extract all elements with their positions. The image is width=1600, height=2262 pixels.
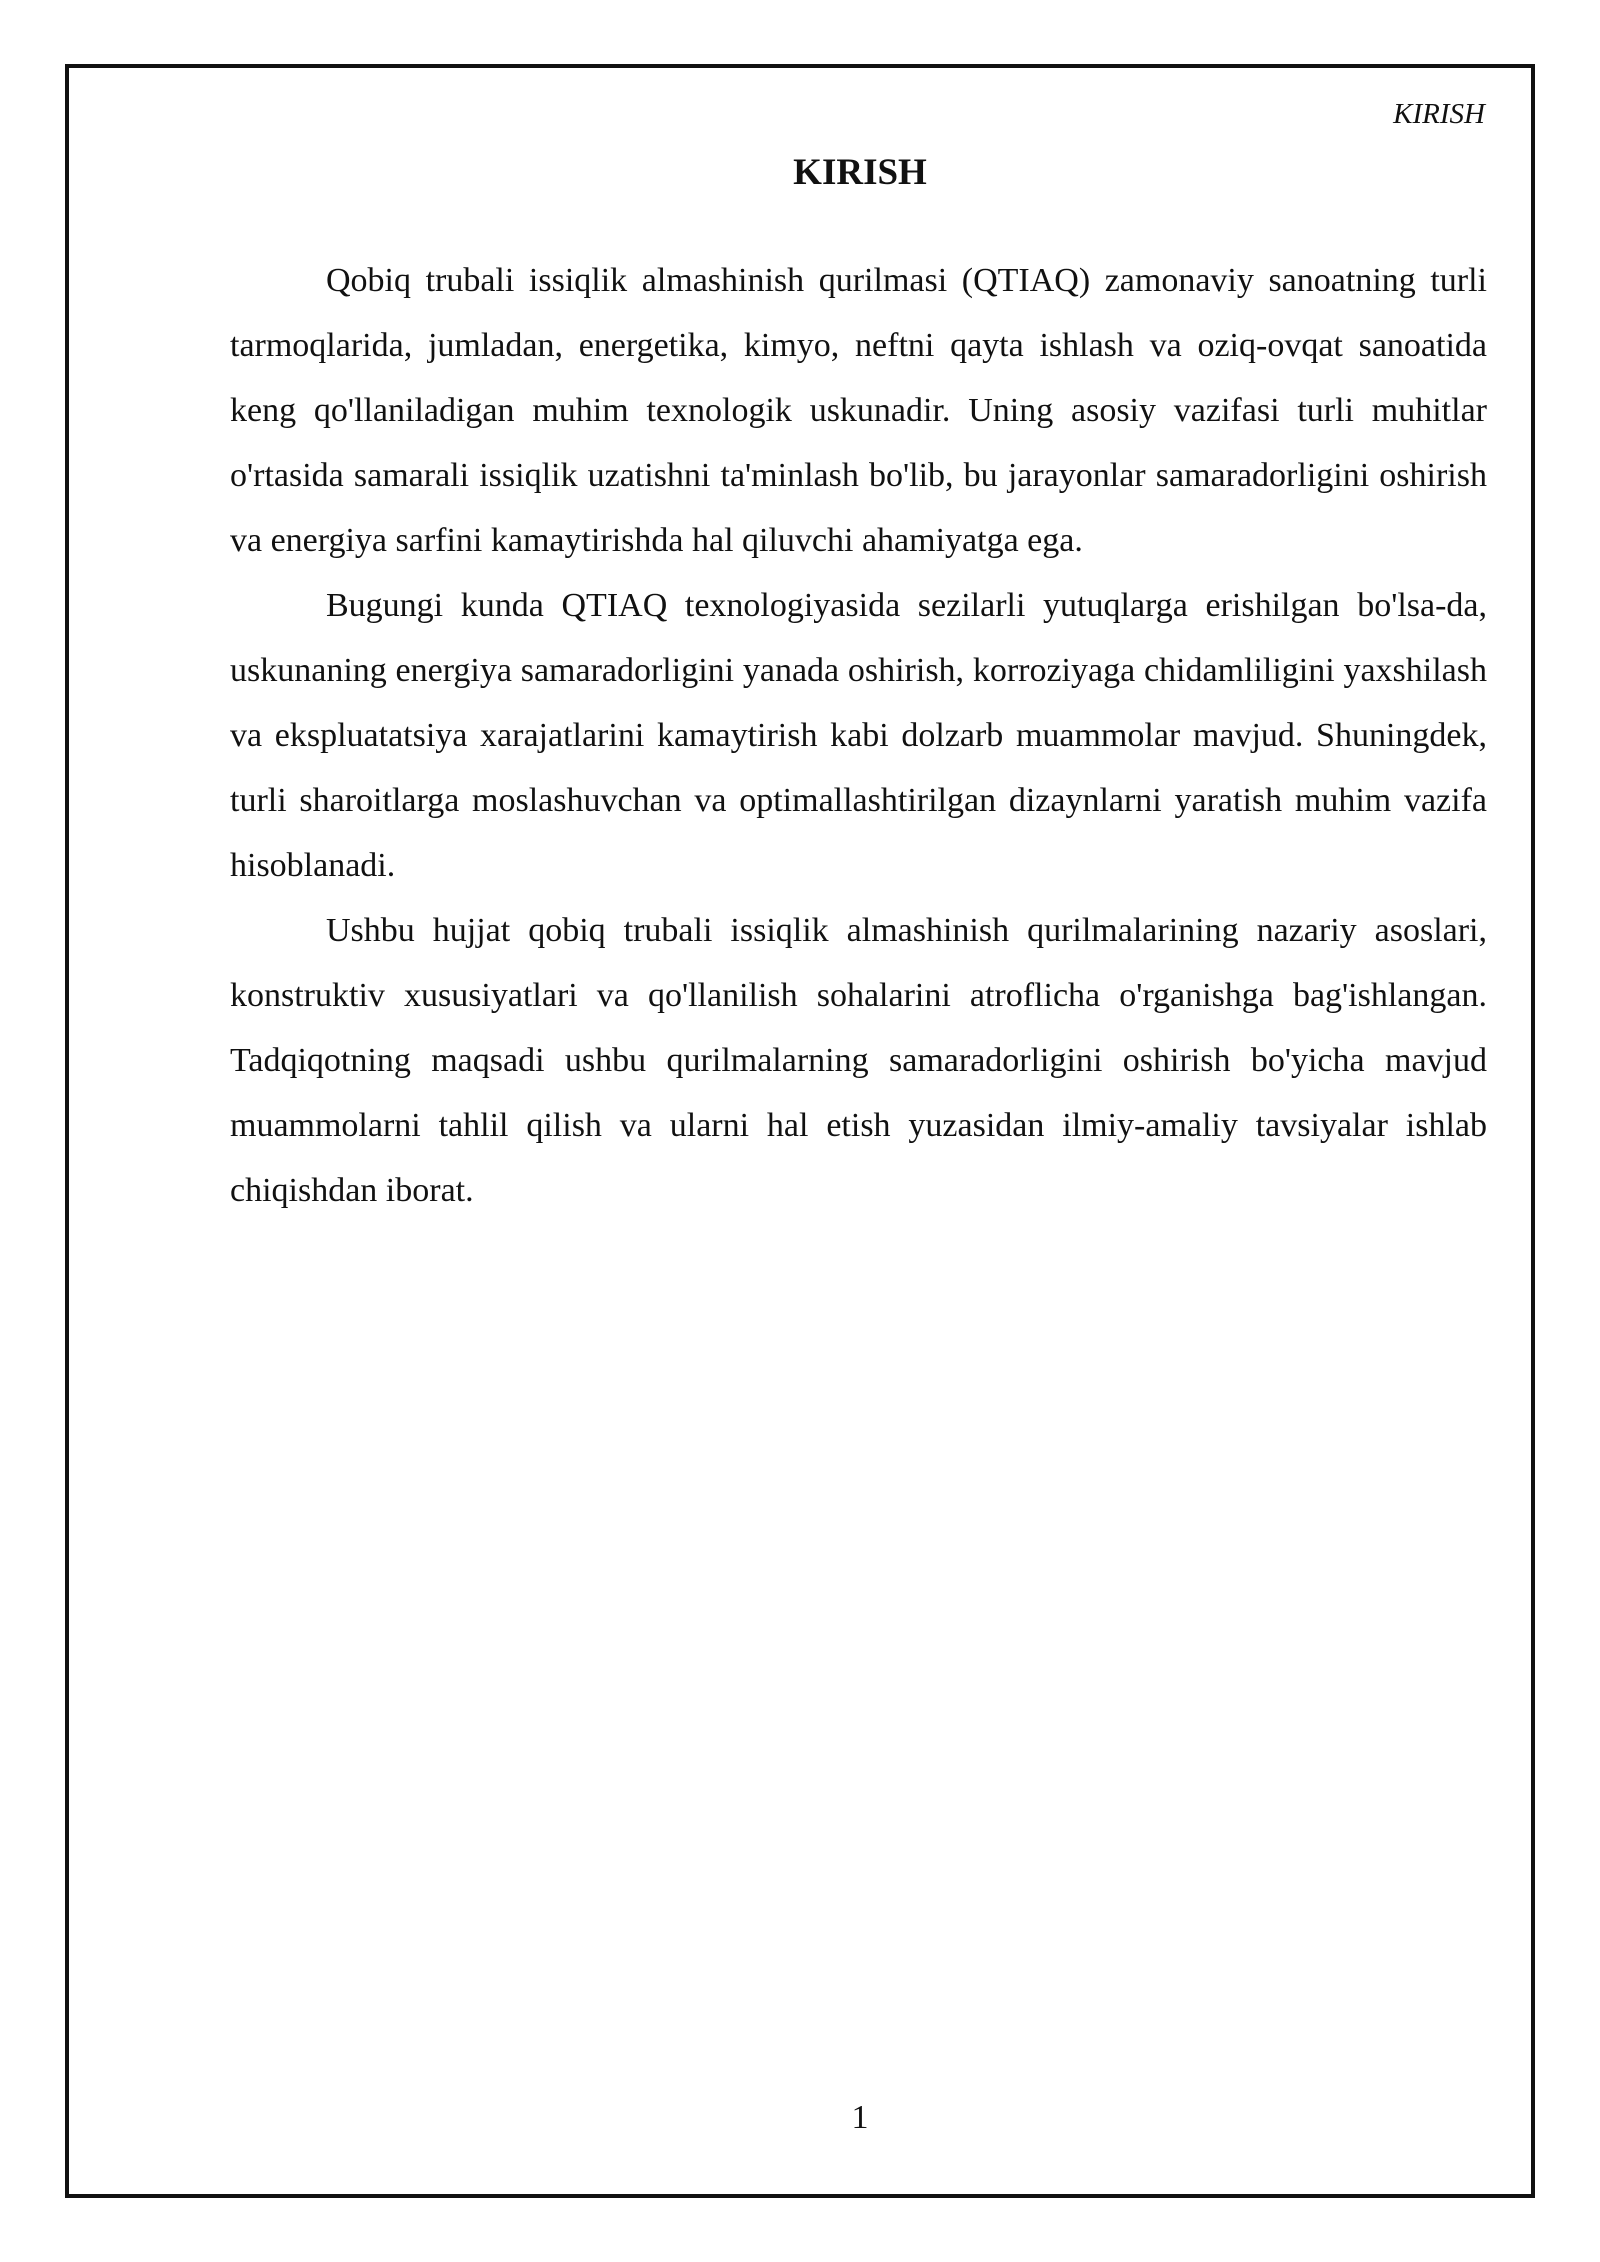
paragraph-3: Ushbu hujjat qobiq trubali issiqlik almashinish qurilmalarining nazariy asoslari, konstruktiv xususiyatlari va qo'llanilish sohalarini atroflicha o'rganishga bag'ishlangan. Tadqiqotning maqsadi ushbu qurilmalarning samaradorligini oshirish bo'yicha mavjud muammolarni tahlil qilish va ularni hal etish yuzasidan ilmiy-amaliy tavsiyalar ishlab chiqishdan iborat. xyxy=(230,912,1487,1209)
running-header: KIRISH xyxy=(1393,98,1485,130)
paragraph-2: Bugungi kunda QTIAQ texnologiyasida sezilarli yutuqlarga erishilgan bo'lsa-da, uskunaning energiya samaradorligini yanada oshirish, korroziyaga chidamliligini yaxshilash va ekspluatatsiya xarajatlarini kamaytirish kabi dolzarb muammolar mavjud. Shuningdek, turli sharoitlarga moslashuvchan va optimallashtirilgan dizaynlarni yaratish muhim vazifa hisoblanadi. xyxy=(230,587,1487,884)
page-title: KIRISH xyxy=(793,152,927,193)
paragraph-1: Qobiq trubali issiqlik almashinish qurilmasi (QTIAQ) zamonaviy sanoatning turli tarmoqlarida, jumladan, energetika, kimyo, neftni qayta ishlash va oziq-ovqat sanoatida keng qo'llaniladigan muhim texnologik uskunadir. Uning asosiy vazifasi turli muhitlar o'rtasida samarali issiqlik uzatishni ta'minlash bo'lib, bu jarayonlar samaradorligini oshirish va energiya sarfini kamaytirishda hal qiluvchi ahamiyatga ega. xyxy=(230,262,1487,559)
body-text xyxy=(230,248,1487,1223)
page-number: 1 xyxy=(851,2099,869,2136)
